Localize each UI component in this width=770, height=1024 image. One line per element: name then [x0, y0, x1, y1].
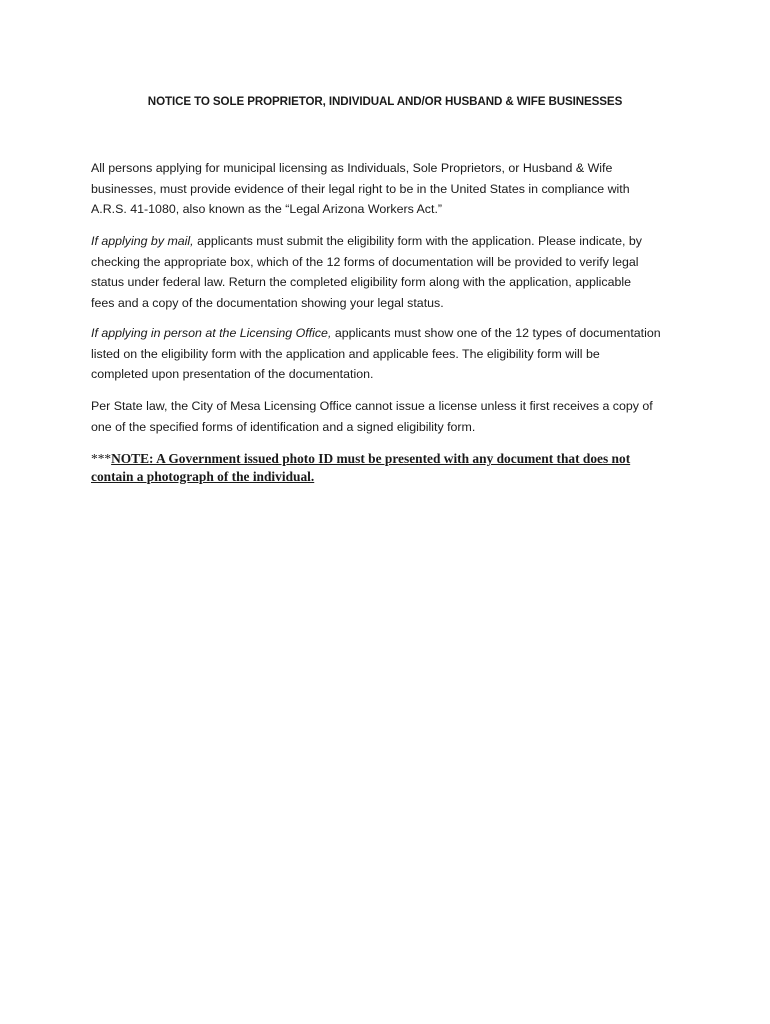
paragraph-line: Per State law, the City of Mesa Licensing Office cannot issue a license unless it first receives a copy of [91, 399, 653, 413]
note-prefix: *** [91, 451, 112, 466]
paragraph-by-mail [91, 231, 691, 313]
italic-lead-mail: If applying by mail, [91, 234, 194, 248]
paragraph-line: completed upon presentation of the documentation. [91, 367, 374, 381]
note-line [91, 450, 691, 468]
paragraph-line: listed on the eligibility form with the application and applicable fees. The eligibility form will be [91, 346, 600, 361]
line-rest: applicants must submit the eligibility form with the application. Please indicate, by [193, 234, 642, 248]
paragraph-line: fees and a copy of the documentation showing your legal status. [91, 295, 444, 310]
paragraph-line [91, 323, 691, 344]
paragraph-line [91, 231, 691, 252]
italic-lead-in-person: If applying in person at the Licensing Office, [91, 326, 332, 340]
photo-id-note [91, 450, 691, 486]
paragraph-legal-right [91, 158, 691, 220]
note-line: contain a photograph of the individual. [91, 469, 315, 484]
paragraph-line: status under federal law. Return the completed eligibility form along with the application, applicable [91, 275, 631, 289]
paragraph-line: checking the appropriate box, which of the 12 forms of documentation will be provided to verify legal [91, 254, 639, 269]
document-title: NOTICE TO SOLE PROPRIETOR, INDIVIDUAL AND/OR HUSBAND & WIFE BUSINESSES [147, 95, 623, 108]
paragraph-in-person [91, 323, 691, 385]
paragraph-line: one of the specified forms of identification and a signed eligibility form. [91, 419, 476, 434]
paragraph-state-law [91, 396, 691, 437]
paragraph-line: A.R.S. 41-1080, also known as the “Legal Arizona Workers Act.” [91, 202, 443, 216]
note-text: NOTE: A Government issued photo ID must be presented with any document that does not [111, 451, 631, 466]
paragraph-line: businesses, must provide evidence of their legal right to be in the United States in compliance with [91, 181, 630, 196]
line-rest: applicants must show one of the 12 types of documentation [331, 326, 661, 340]
paragraph-line: All persons applying for municipal licensing as Individuals, Sole Proprietors, or Husband & Wife [91, 161, 613, 175]
